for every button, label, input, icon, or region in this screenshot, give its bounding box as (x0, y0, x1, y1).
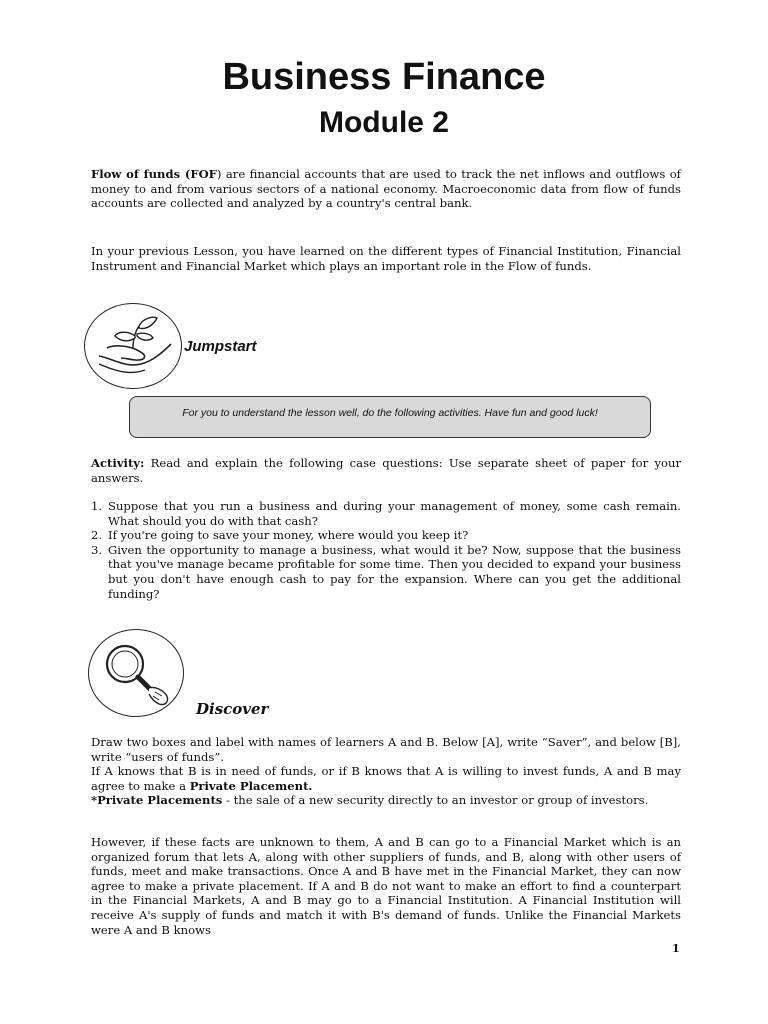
activity-label: Activity: (91, 456, 145, 470)
discover-boxes-text: Draw two boxes and label with names of learners A and B. Below [A], write “Saver”, and below [B], write “users of funds”. (91, 735, 681, 764)
question-text: If you're going to save your money, where would you keep it? (108, 528, 469, 543)
list-item (91, 543, 681, 601)
page-title: Business Finance (222, 56, 546, 98)
instruction-callout: For you to understand the lesson well, do the following activities. Have fun and good luck! (129, 396, 651, 438)
question-text: Given the opportunity to manage a business, what would it be? Now, suppose that the business that you've manage became profitable for some time. Then you decided to expand your business but you don't have enough cash to pay for the expansion. Where can you get the additional funding? (108, 542, 681, 601)
magnifying-glass-icon (88, 629, 184, 717)
discover-heading: Discover (196, 700, 269, 718)
private-placement-term: Private Placement. (189, 778, 313, 793)
list-item (91, 528, 681, 543)
fof-definition: ) are financial accounts that are used to track the net inflows and outflows of money to and from various sectors of a national economy. Macroeconomic data from flow of funds accounts are collected and analyzed by a country's central bank. (91, 167, 681, 211)
private-placements-definition: - the sale of a new security directly to an investor or group of investors. (222, 793, 649, 808)
previous-lesson-paragraph: In your previous Lesson, you have learned on the different types of Financial Institution, Financial Instrument and Financial Market which plays an important role in the Flow of funds. (91, 244, 681, 273)
question-number: 3. (91, 542, 103, 557)
page-number: 1 (672, 942, 680, 955)
fof-term: Flow of funds (FOF (91, 167, 217, 181)
question-number: 1. (91, 499, 103, 513)
discover-paragraph (91, 735, 681, 808)
hand-with-plant-drawing (85, 304, 181, 388)
question-number: 2. (91, 528, 103, 543)
page-subtitle: Module 2 (318, 106, 449, 139)
question-text: Suppose that you run a business and during your management of money, some cash remain. What should you do with that cash? (108, 499, 681, 528)
intro-paragraph (91, 167, 681, 211)
list-item (91, 499, 681, 528)
question-list (91, 499, 681, 601)
hand-with-plant-icon (84, 303, 182, 389)
magnifying-glass-drawing (89, 630, 183, 716)
private-placements-term: *Private Placements (91, 793, 223, 808)
discover-private-placement-text: If A knows that B is in need of funds, or if B knows that A is willing to invest funds, A and B may agree to make a (91, 764, 681, 793)
financial-market-paragraph: However, if these facts are unknown to them, A and B can go to a Financial Market which is an organized forum that lets A, along with other suppliers of funds, and B, along with other users of funds, meet and make transactions. Once A and B have met in the Financial Market, they can now agree to make a private placement. If A and B do not want to make an effort to find a counterpart in the Financial Markets, A and B may go to a Financial Institution. A Financial Institution will receive A's supply of funds and match it with B's demand of funds. Unlike the Financial Markets were A and B knows (91, 835, 681, 937)
activity-paragraph (91, 456, 681, 485)
activity-instructions: Read and explain the following case questions: Use separate sheet of paper for your answers. (91, 456, 681, 485)
jumpstart-heading: Jumpstart (184, 338, 257, 355)
